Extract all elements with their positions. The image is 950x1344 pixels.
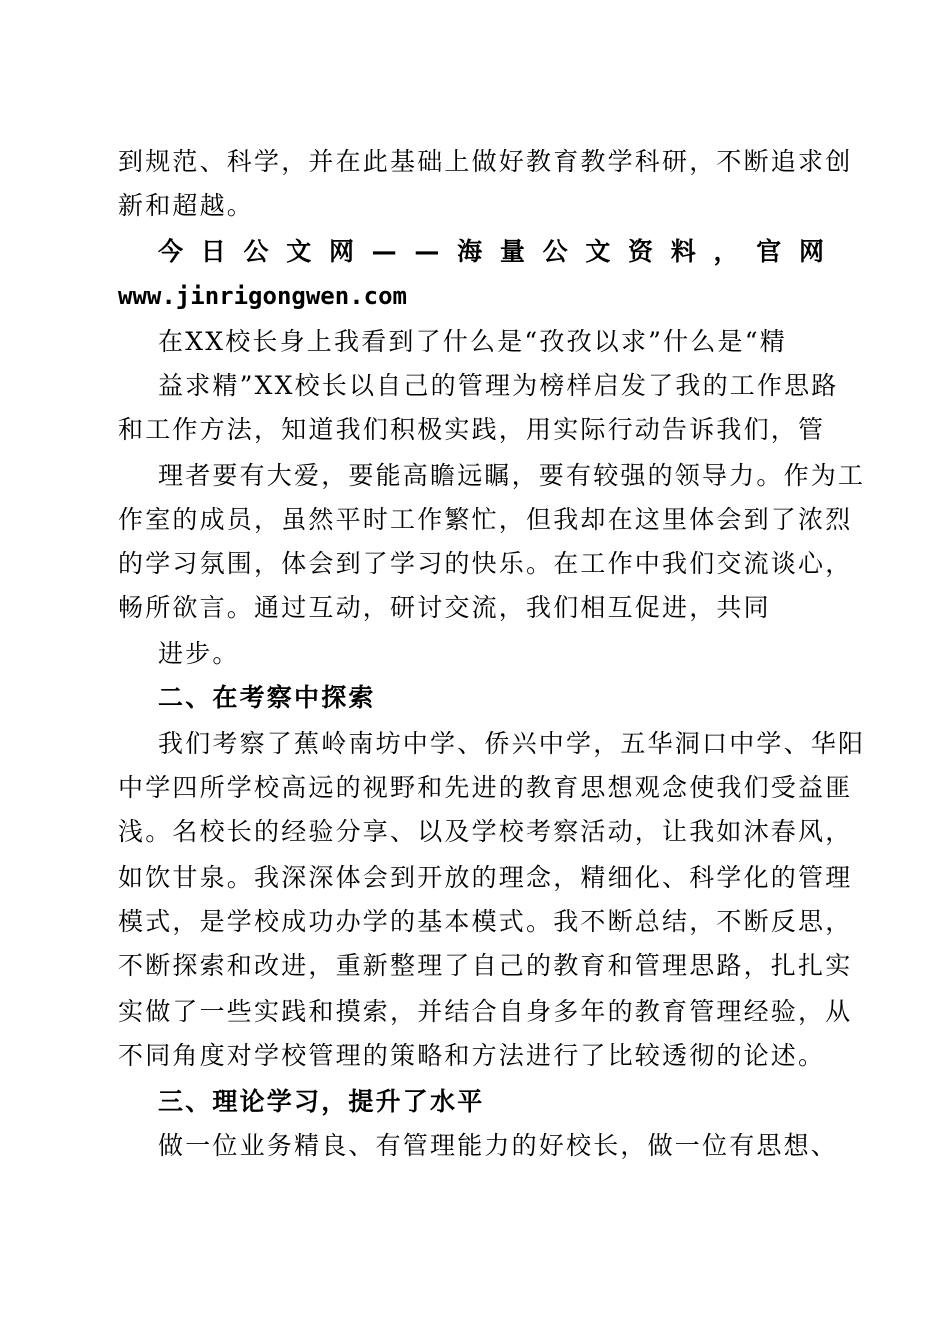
banner-char: 今 — [158, 237, 184, 266]
text-line: 和工作方法，知道我们积极实践，用实际行动告诉我们，管 — [118, 415, 826, 444]
text-line: 实做了一些实践和摸索，并结合自身多年的教育管理经验，从 — [118, 997, 853, 1026]
banner-char: 量 — [499, 237, 525, 266]
section-heading: 二、在考察中探索 — [158, 683, 376, 712]
text-line: 如饮甘泉。我深深体会到开放的理念，精细化、科学化的管理 — [118, 863, 853, 892]
banner-char: ， — [713, 237, 739, 266]
text-line: 不同角度对学校管理的策略和方法进行了比较透彻的论述。 — [118, 1041, 826, 1070]
text-line: 作室的成员，虽然平时工作繁忙，但我却在这里体会到了浓烈 — [118, 505, 853, 534]
banner-char: — — [414, 237, 440, 266]
text-line: 浅。名校长的经验分享、以及学校考察活动，让我如沐春风， — [118, 817, 853, 846]
text-line: 模式，是学校成功办学的基本模式。我不断总结，不断反思， — [118, 907, 853, 936]
banner-char: 文 — [585, 237, 611, 266]
text-line: 做一位业务精良、有管理能力的好校长，做一位有思想、 — [158, 1131, 839, 1160]
text-line: 益求精”XX校长以自己的管理为榜样启发了我的工作思路 — [158, 371, 839, 400]
banner-char: 网 — [328, 237, 354, 266]
banner-char: 公 — [542, 237, 568, 266]
banner-char: 料 — [670, 237, 696, 266]
text-line: 在XX校长身上我看到了什么是“孜孜以求”什么是“精 — [158, 327, 787, 356]
text-line: 我们考察了蕉岭南坊中学、侨兴中学，五华洞口中学、华阳 — [158, 729, 866, 758]
banner-char: 官 — [756, 237, 782, 266]
website-link[interactable]: www.jinrigongwen.com — [118, 282, 407, 310]
text-line: 进步。 — [158, 639, 240, 668]
banner-char: 资 — [628, 237, 654, 266]
text-line: 的学习氛围，体会到了学习的快乐。在工作中我们交流谈心， — [118, 549, 853, 578]
section-heading: 三、理论学习，提升了水平 — [158, 1087, 485, 1116]
banner-char: 日 — [200, 237, 226, 266]
text-line: 畅所欲言。通过互动，研讨交流，我们相互促进，共同 — [118, 593, 771, 622]
banner-char: 海 — [457, 237, 483, 266]
text-line: 中学四所学校高远的视野和先进的教育思想观念使我们受益匪 — [118, 773, 853, 802]
text-line: 不断探索和改进，重新整理了自己的教育和管理思路，扎扎实 — [118, 951, 853, 980]
banner-char: 网 — [798, 237, 824, 266]
banner-line — [158, 232, 824, 272]
banner-char: — — [371, 237, 397, 266]
banner-char: 文 — [286, 237, 312, 266]
text-line: 新和超越。 — [118, 191, 255, 220]
text-line: 理者要有大爱，要能高瞻远瞩，要有较强的领导力。作为工 — [158, 461, 866, 490]
text-line: 到规范、科学，并在此基础上做好教育教学科研，不断追求创 — [118, 147, 853, 176]
banner-char: 公 — [243, 237, 269, 266]
